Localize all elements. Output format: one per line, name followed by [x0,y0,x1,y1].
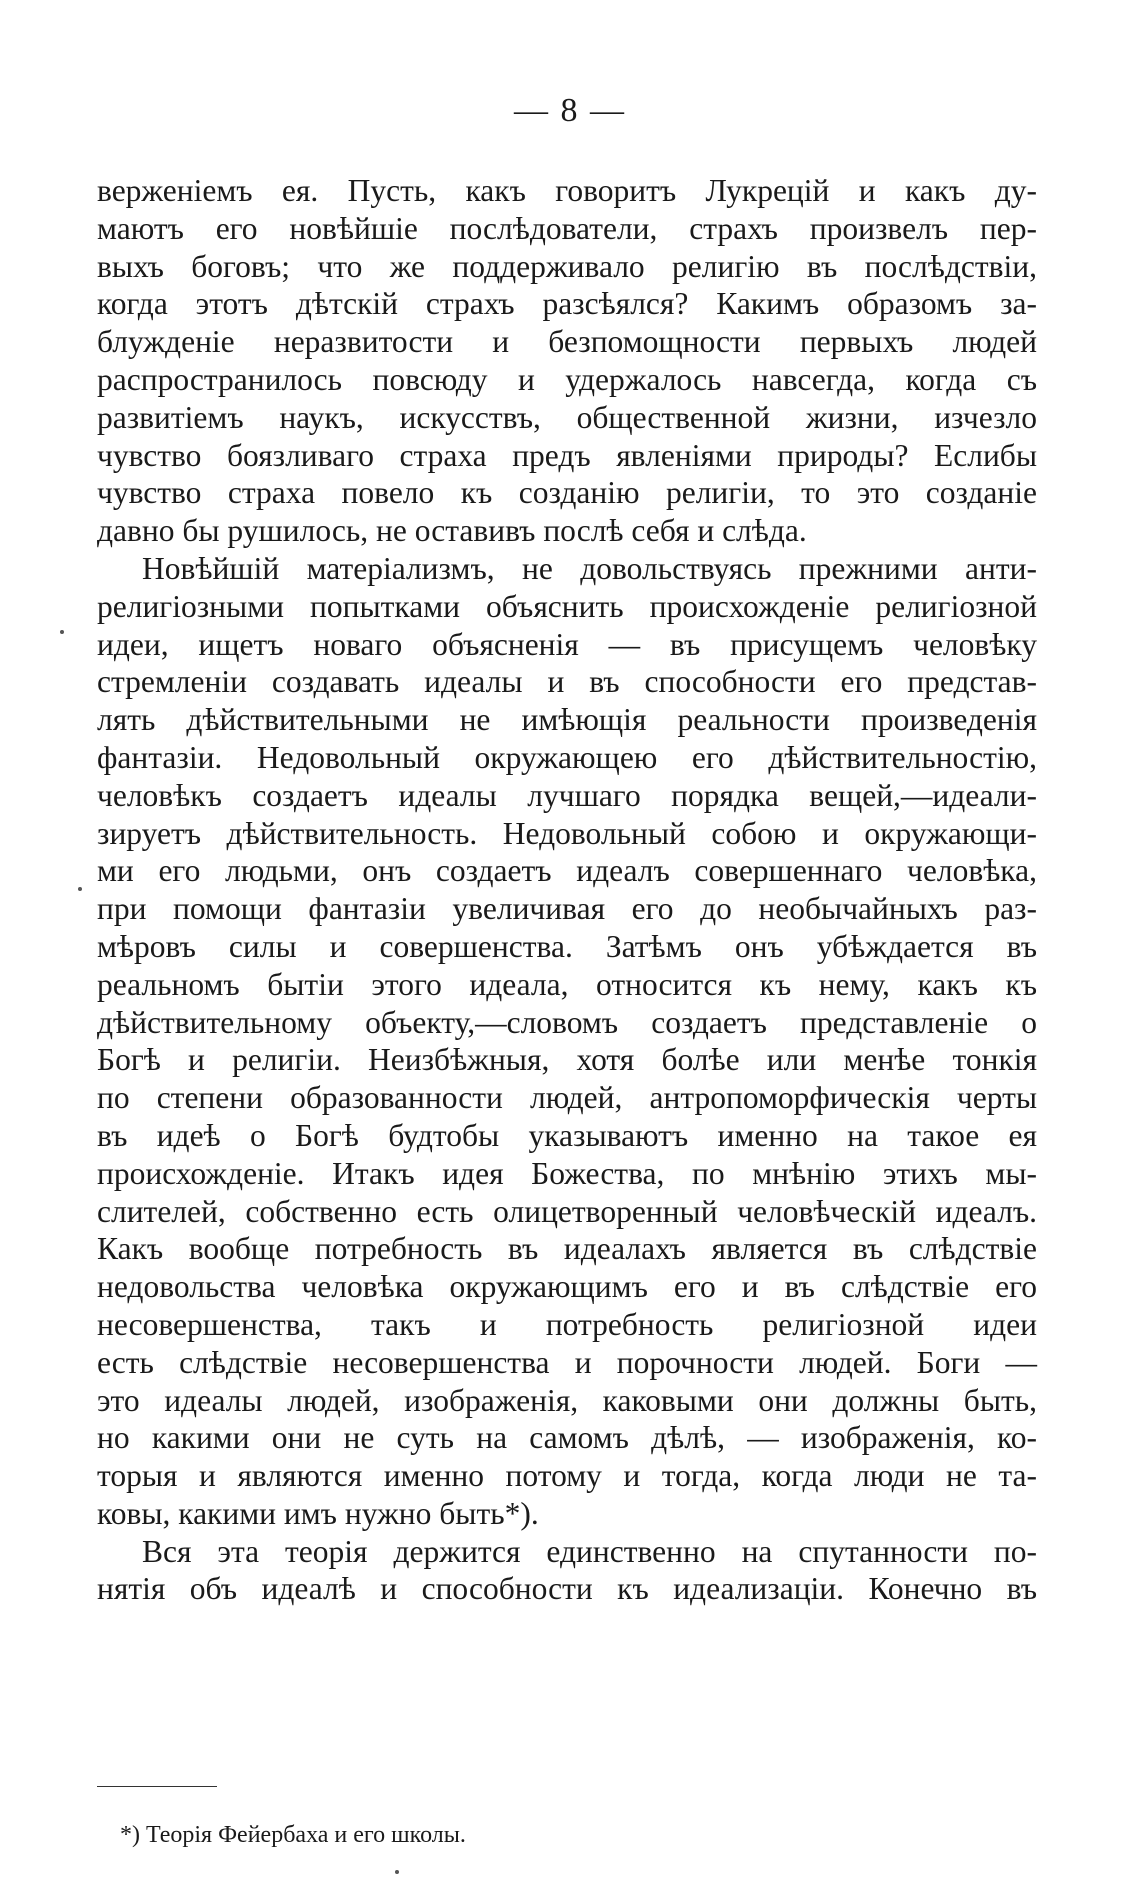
text-line: мѣровъ силы и совершенства. Затѣмъ онъ убѣждается въ [97,928,1037,964]
text-line: реальномъ бытіи этого идеала, относится къ нему, какъ къ [97,966,1037,1002]
footnote-divider [97,1786,217,1787]
footnote: *) Теорія Фейербаха и его школы. [120,1822,466,1848]
text-line: но какими они не суть на самомъ дѣлѣ, — изображенія, ко- [97,1420,1037,1456]
text-line: это идеалы людей, изображенія, каковыми они должны быть, [97,1382,1037,1418]
text-line: давно бы рушилось, не оставивъ послѣ себя и слѣда. [97,513,807,549]
text-line: Какъ вообще потребность въ идеалахъ является въ слѣдствіе [97,1231,1037,1267]
text-line: развитіемъ наукъ, искусствъ, общественной жизни, изчезло [97,399,1037,435]
main-text [97,172,1037,1608]
text-line: выхъ боговъ; что же поддерживало религію въ послѣдствіи, [97,248,1037,284]
text-line: торыя и являются именно потому и тогда, когда люди не та- [97,1458,1037,1494]
text-line: недовольства человѣка окружающимъ его и въ слѣдствіе его [97,1269,1037,1305]
text-line: фантазіи. Недовольный окружающею его дѣйствительностію, [97,739,1037,775]
text-line: стремленіи создавать идеалы и въ способности его представ- [97,664,1037,700]
margin-mark [60,630,64,634]
text-line: ми его людьми, онъ создаетъ идеалъ совершеннаго человѣка, [97,853,1037,889]
text-line: маютъ его новѣйшіе послѣдователи, страхъ произвелъ пер- [97,210,1037,246]
text-line: по степени образованности людей, антропоморфическія черты [97,1080,1037,1116]
text-line: зируетъ дѣйствительность. Недовольный собою и окружающи- [97,815,1037,851]
text-line: Новѣйшій матеріализмъ, не довольствуясь прежними анти- [142,550,1037,586]
text-line: религіозными попытками объяснить происхожденіе религіозной [97,588,1037,624]
text-line: человѣкъ создаетъ идеалы лучшаго порядка вещей,—идеали- [97,777,1037,813]
paragraph-2 [97,550,1037,1533]
text-line: идеи, ищетъ новаго объясненія — въ присущемъ человѣку [97,626,1037,662]
text-line: верженіемъ ея. Пусть, какъ говоритъ Лукрецій и какъ ду- [97,173,1037,208]
text-line: чувство боязливаго страха предъ явленіями природы? Еслибы [97,437,1037,473]
text-line: когда этотъ дѣтскій страхъ разсѣялся? Какимъ образомъ за- [97,286,1037,322]
text-line: Вся эта теорія держится единственно на спутанности по- [142,1533,1037,1569]
text-line: ковы, какими имъ нужно быть*). [97,1495,539,1531]
text-line: слителей, собственно есть олицетворенный человѣческій идеалъ. [97,1193,1037,1229]
text-line: блужденіе неразвитости и безпомощности первыхъ людей [97,324,1037,360]
paragraph-1 [97,172,1037,550]
text-line: лять дѣйствительными не имѣющія реальности произведенія [97,702,1037,738]
margin-mark [78,887,82,891]
text-line: несовершенства, такъ и потребность религіозной идеи [97,1306,1037,1342]
page-speck [395,1870,399,1874]
text-line: происхожденіе. Итакъ идея Божества, по мнѣнію этихъ мы- [97,1155,1037,1191]
text-line: дѣйствительному объекту,—словомъ создаетъ представленіе о [97,1004,1037,1040]
text-line: при помощи фантазіи увеличивая его до необычайныхъ раз- [97,891,1037,927]
text-line: распространилось повсюду и удержалось навсегда, когда съ [97,361,1037,397]
text-line: чувство страха повело къ созданію религіи, то это созданіе [97,475,1037,511]
text-line: въ идеѣ о Богѣ будтобы указываютъ именно на такое ея [97,1117,1037,1153]
text-line: Богѣ и религіи. Неизбѣжныя, хотя болѣе или менѣе тонкія [97,1042,1037,1078]
page-number: — 8 — [514,92,626,129]
paragraph-3 [97,1533,1037,1609]
text-line: есть слѣдствіе несовершенства и порочности людей. Боги — [97,1344,1037,1380]
text-line: нятія объ идеалѣ и способности къ идеализаціи. Конечно въ [97,1571,1037,1607]
